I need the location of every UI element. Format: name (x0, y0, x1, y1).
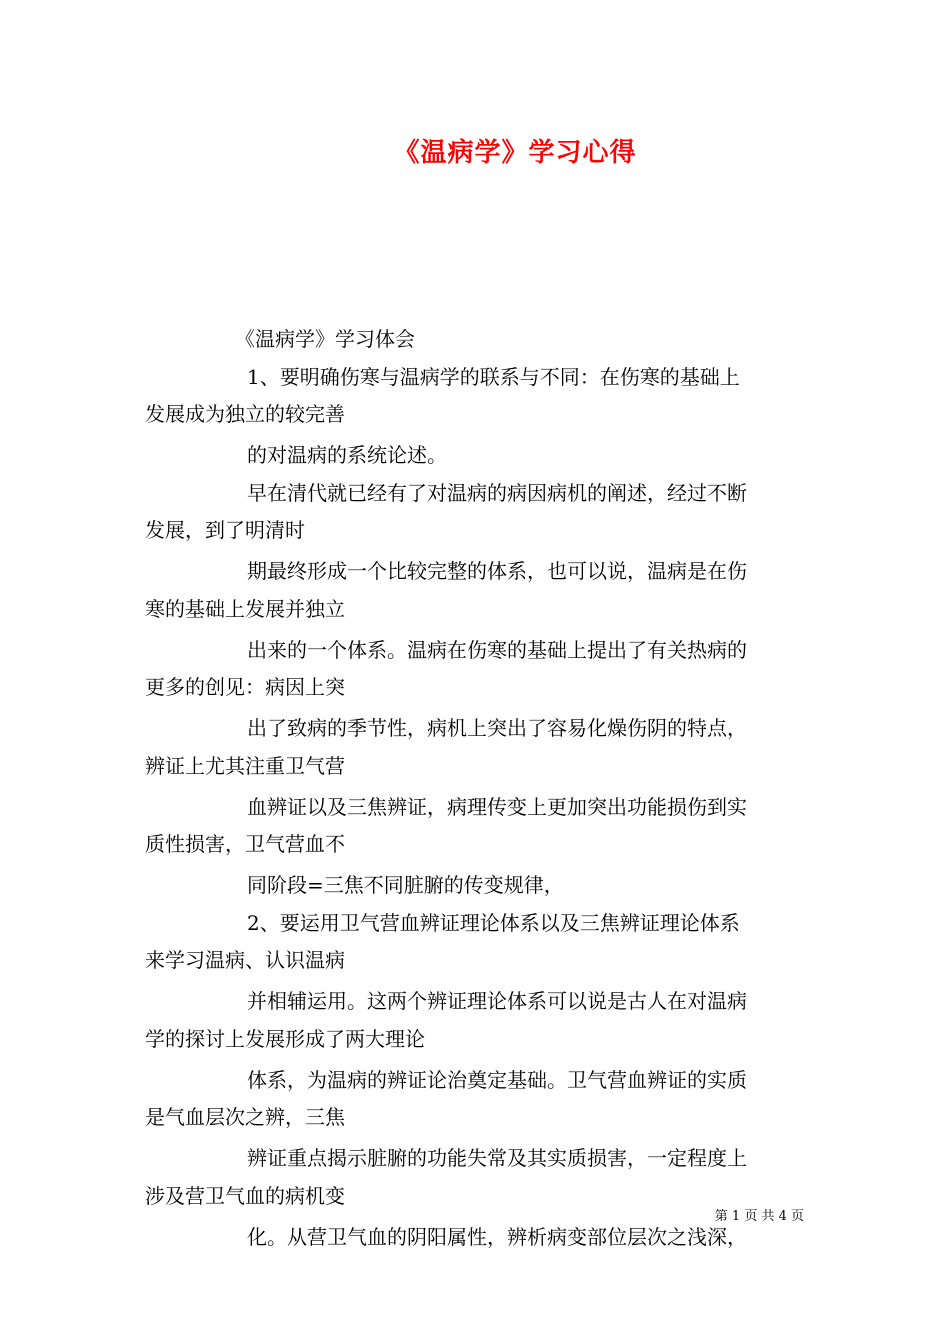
paragraph-line: 发展成为独立的较完善 (145, 402, 345, 426)
paragraph-line: 辨证上尤其注重卫气营 (145, 753, 345, 778)
page-number: 第 1 页 共 4 页 (714, 1209, 804, 1224)
paragraph-line: 是气血层次之辨，三焦 (145, 1105, 345, 1129)
paragraph-line: 血辨证以及三焦辨证，病理传变上更加突出功能损伤到实 (247, 794, 747, 819)
body-text (145, 326, 810, 1261)
paragraph-line: 并相辅运用。这两个辨证理论体系可以说是古人在对温病 (247, 989, 747, 1013)
paragraph-line: 1、要明确伤寒与温病学的联系与不同：在伤寒的基础上 (247, 364, 740, 389)
paragraph-line: 发展，到了明清时 (145, 518, 305, 542)
subtitle: 《温病学》学习体会 (235, 327, 415, 351)
paragraph-line: 体系，为温病的辨证论治奠定基础。卫气营血辨证的实质 (247, 1067, 747, 1092)
paragraph-line: 期最终形成一个比较完整的体系，也可以说，温病是在伤 (247, 559, 747, 583)
paragraph-line: 早在清代就已经有了对温病的病因病机的阐述，经过不断 (247, 480, 747, 505)
page-title: 《温病学》学习心得 (393, 138, 637, 168)
paragraph-line: 出来的一个体系。温病在伤寒的基础上提出了有关热病的 (247, 637, 747, 662)
paragraph-line: 2、要运用卫气营血辨证理论体系以及三焦辨证理论体系 (247, 910, 740, 935)
paragraph-line: 学的探讨上发展形成了两大理论 (145, 1026, 425, 1051)
paragraph-line: 来学习温病、认识温病 (145, 948, 345, 972)
paragraph-line: 涉及营卫气血的病机变 (145, 1183, 345, 1208)
paragraph-line: 同阶段=三焦不同脏腑的传变规律， (247, 873, 564, 897)
paragraph-line: 化。从营卫气血的阴阳属性，辨析病变部位层次之浅深， (247, 1224, 747, 1249)
paragraph-line: 寒的基础上发展并独立 (145, 596, 345, 621)
paragraph-line: 的对温病的系统论述。 (247, 443, 447, 467)
paragraph-line: 质性损害，卫气营血不 (145, 832, 345, 856)
paragraph-line: 辨证重点揭示脏腑的功能失常及其实质损害，一定程度上 (247, 1146, 747, 1170)
paragraph-line: 更多的创见：病因上突 (145, 675, 345, 699)
paragraph-line: 出了致病的季节性，病机上突出了容易化燥伤阴的特点， (247, 716, 747, 740)
